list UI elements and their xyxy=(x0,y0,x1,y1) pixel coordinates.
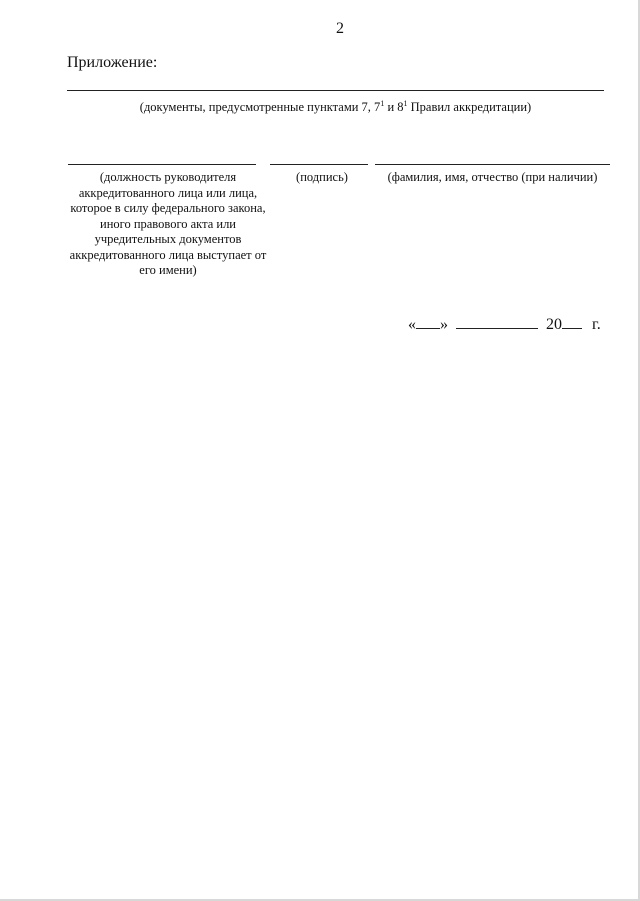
appendix-label: Приложение: xyxy=(67,54,158,71)
appendix-fill-line xyxy=(67,90,604,91)
date-close-quote: » xyxy=(440,316,448,333)
page-number: 2 xyxy=(336,20,344,37)
date-day-blank xyxy=(416,314,440,329)
date-year-blank xyxy=(562,314,582,329)
name-fill-line xyxy=(375,164,610,165)
date-open-quote: « xyxy=(408,316,416,333)
position-caption: (должность руководителя аккредитованного лица или лица, которое в силу федерального закона, иного правового акта или учредительных документов аккредитованного лица выступает от его имени) xyxy=(69,170,267,277)
signature-fill-line xyxy=(270,164,368,165)
position-fill-line xyxy=(68,164,256,165)
appendix-caption-part-3: Правил аккредитации) xyxy=(407,100,532,114)
date-line xyxy=(408,314,601,334)
name-caption: (фамилия, имя, отчество (при наличии) xyxy=(387,170,598,184)
appendix-caption xyxy=(67,96,604,116)
date-century: 20 xyxy=(546,316,562,333)
signature-caption: (подпись) xyxy=(296,170,348,184)
date-month-blank xyxy=(456,314,538,329)
appendix-caption-part-2: и 8 xyxy=(384,100,404,114)
date-year-suffix: г. xyxy=(592,316,601,333)
appendix-caption-sup-2: 1 xyxy=(403,99,408,108)
appendix-caption-part-1: (документы, предусмотренные пунктами 7, 7 xyxy=(139,100,381,114)
appendix-caption-sup-1: 1 xyxy=(380,99,385,108)
